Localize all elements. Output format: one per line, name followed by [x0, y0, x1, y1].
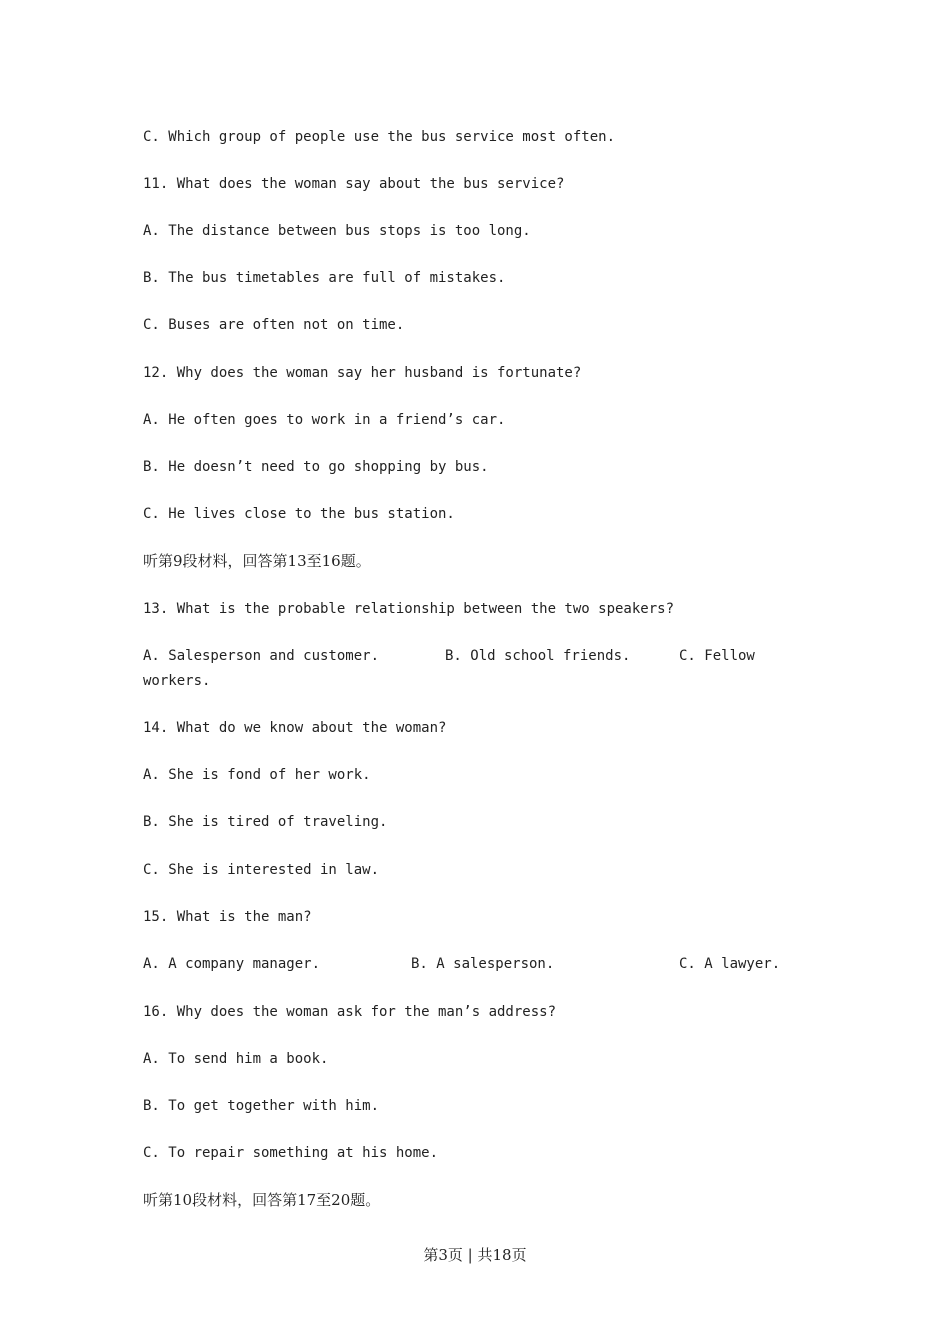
question-12: 12. Why does the woman say her husband is fortunate?: [143, 365, 582, 381]
option-b-q15: B. A salesperson.: [411, 956, 555, 972]
option-c-q16: C. To repair something at his home.: [143, 1145, 439, 1161]
option-b-q11: B. The bus timetables are full of mistakes.: [143, 270, 506, 286]
option-a-q12: A. He often goes to work in a friend’s car.: [143, 412, 506, 428]
option-a-q15: A. A company manager.: [143, 956, 321, 972]
page-footer: 第3页 | 共18页: [423, 1246, 527, 1264]
question-14: 14. What do we know about the woman?: [143, 720, 447, 736]
option-c-q13-continued: workers.: [143, 673, 211, 689]
option-c-q13: C. Fellow: [679, 648, 755, 664]
option-c-q10: C. Which group of people use the bus service most often.: [143, 129, 616, 145]
option-a-q16: A. To send him a book.: [143, 1051, 329, 1067]
question-11: 11. What does the woman say about the bus service?: [143, 176, 565, 192]
section-10-instruction: 听第10段材料，回答第17至20题。: [143, 1191, 381, 1209]
option-b-q13: B. Old school friends.: [445, 648, 631, 664]
option-c-q12: C. He lives close to the bus station.: [143, 506, 455, 522]
question-15: 15. What is the man?: [143, 909, 312, 925]
option-c-q15: C. A lawyer.: [679, 956, 781, 972]
option-a-q14: A. She is fond of her work.: [143, 767, 371, 783]
option-c-q11: C. Buses are often not on time.: [143, 317, 405, 333]
option-c-q14: C. She is interested in law.: [143, 862, 380, 878]
question-16: 16. Why does the woman ask for the man’s address?: [143, 1004, 557, 1020]
option-b-q12: B. He doesn’t need to go shopping by bus.: [143, 459, 489, 475]
option-a-q13: A. Salesperson and customer.: [143, 648, 380, 664]
section-9-instruction: 听第9段材料，回答第13至16题。: [143, 552, 371, 570]
option-a-q11: A. The distance between bus stops is too long.: [143, 223, 531, 239]
question-13: 13. What is the probable relationship between the two speakers?: [143, 601, 675, 617]
option-b-q14: B. She is tired of traveling.: [143, 814, 388, 830]
option-b-q16: B. To get together with him.: [143, 1098, 380, 1114]
